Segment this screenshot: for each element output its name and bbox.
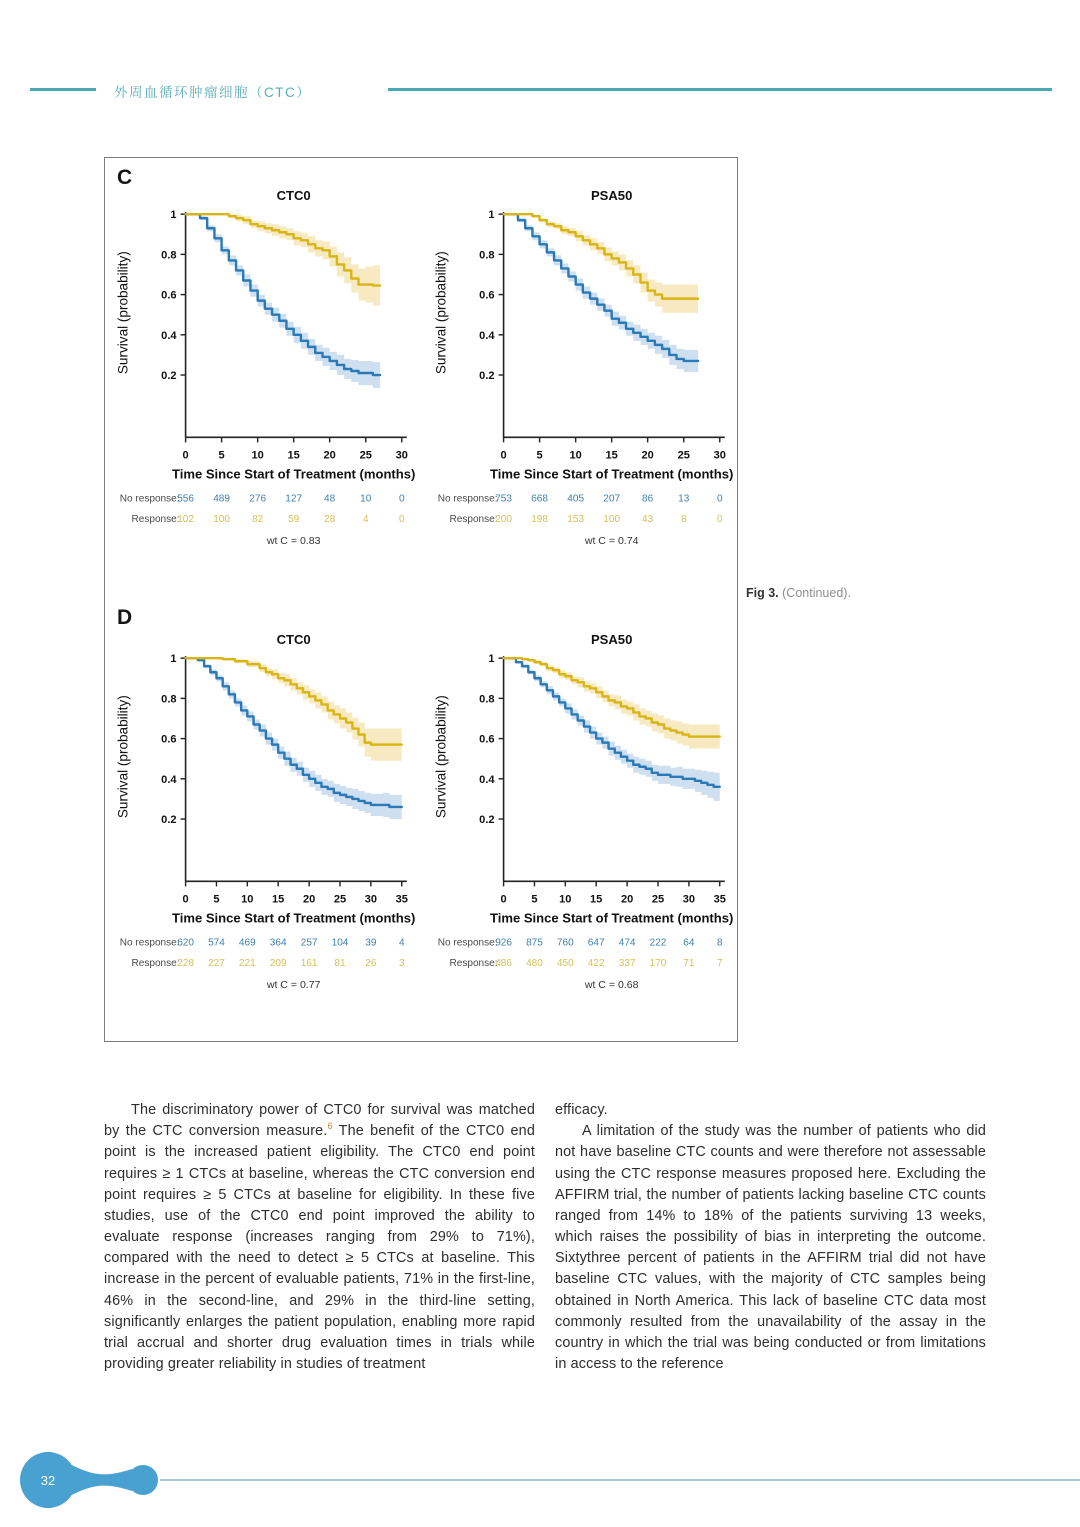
- risk-count: 486: [495, 957, 512, 969]
- y-axis-label: Survival (probability): [433, 251, 449, 375]
- risk-count: 100: [213, 513, 230, 525]
- paragraph-right-continuation: efficacy.: [555, 1102, 608, 1118]
- x-tick-label: 10: [569, 449, 582, 462]
- risk-count: 405: [567, 493, 585, 505]
- paragraph-left: [104, 1100, 535, 1375]
- risk-count: 7: [716, 957, 723, 969]
- x-tick-label: 35: [395, 893, 408, 906]
- x-tick-label: 30: [395, 449, 408, 462]
- risk-count: 28: [324, 513, 336, 525]
- risk-count: 64: [683, 937, 695, 949]
- y-tick-label: 1: [170, 209, 177, 222]
- risk-count: 422: [587, 957, 605, 969]
- concordance-stat: wt C = 0.77: [266, 978, 321, 991]
- figure-caption: [746, 586, 851, 600]
- y-tick-label: 0.2: [161, 814, 177, 827]
- panel-d-label: D: [117, 606, 133, 629]
- x-axis-label: Time Since Start of Treatment (months): [489, 910, 734, 926]
- x-tick-label: 0: [500, 449, 507, 462]
- km-chart-c-ctc0: [110, 184, 416, 558]
- y-tick-label: 0.8: [161, 693, 177, 706]
- x-tick-label: 15: [590, 893, 603, 906]
- y-tick-label: 0.2: [479, 370, 495, 383]
- risk-count: 102: [177, 513, 194, 525]
- risk-count: 0: [398, 493, 405, 505]
- x-tick-label: 5: [218, 449, 225, 462]
- badge-waist: [66, 1462, 132, 1498]
- risk-count: 3: [398, 957, 405, 969]
- y-tick-label: 1: [488, 653, 495, 666]
- y-tick-label: 0.6: [161, 733, 177, 746]
- risk-count: 574: [208, 937, 225, 949]
- x-tick-label: 20: [323, 449, 336, 462]
- chart-title: CTC0: [276, 632, 311, 648]
- risk-count: 104: [331, 937, 349, 949]
- risk-count: 161: [300, 957, 318, 969]
- concordance-stat: wt C = 0.74: [584, 534, 639, 547]
- y-tick-label: 0.4: [161, 773, 177, 786]
- y-tick-label: 0.8: [479, 249, 495, 262]
- risk-count: 13: [678, 493, 690, 505]
- risk-count: 926: [495, 937, 512, 949]
- x-tick-label: 10: [559, 893, 572, 906]
- x-tick-label: 25: [333, 893, 347, 906]
- risk-count: 4: [362, 513, 369, 525]
- x-axis-label: Time Since Start of Treatment (months): [489, 466, 734, 482]
- badge-small-circle: [128, 1465, 158, 1495]
- x-tick-label: 0: [500, 893, 507, 906]
- ci-band: [186, 658, 402, 763]
- km-chart-svg-d-psa50: [428, 628, 734, 1002]
- figure-caption-label: Fig 3.: [746, 586, 779, 600]
- x-axis-label: Time Since Start of Treatment (months): [171, 466, 416, 482]
- y-tick-label: 0.4: [479, 329, 495, 342]
- x-tick-label: 25: [359, 449, 372, 462]
- risk-count: 620: [177, 937, 194, 949]
- risk-count: 10: [360, 493, 372, 505]
- risk-row-label: Response:: [449, 957, 498, 969]
- risk-count: 71: [683, 957, 695, 969]
- header-rule-right: [388, 88, 1052, 91]
- body-column-right: [555, 1100, 986, 1375]
- x-tick-label: 35: [713, 893, 726, 906]
- footer-rule: [160, 1479, 1080, 1481]
- concordance-stat: wt C = 0.83: [266, 534, 321, 547]
- y-tick-label: 0.2: [161, 370, 177, 383]
- paragraph-left-text: The discriminatory power of CTC0 for survival was matched by the CTC conversion measure.: [104, 1102, 535, 1140]
- risk-count: 86: [642, 493, 654, 505]
- risk-count: 100: [603, 513, 621, 525]
- risk-count: 59: [288, 513, 300, 525]
- panel-d-charts-row: [110, 628, 734, 1002]
- series-no-response-line: [504, 658, 720, 787]
- chart-title: PSA50: [590, 632, 633, 648]
- risk-count: 0: [716, 513, 723, 525]
- risk-count: 127: [285, 493, 303, 505]
- risk-count: 81: [334, 957, 346, 969]
- risk-count: 364: [269, 937, 287, 949]
- risk-count: 257: [300, 937, 318, 949]
- risk-count: 647: [587, 937, 605, 949]
- risk-count: 170: [649, 957, 667, 969]
- x-tick-label: 15: [605, 449, 618, 462]
- risk-count: 760: [556, 937, 574, 949]
- risk-count: 875: [526, 937, 543, 949]
- km-chart-svg-c-psa50: [428, 184, 734, 558]
- risk-count: 200: [495, 513, 512, 525]
- x-tick-label: 15: [287, 449, 300, 462]
- risk-count: 337: [618, 957, 636, 969]
- risk-row-label: No response:: [437, 937, 498, 949]
- x-tick-label: 10: [241, 893, 254, 906]
- km-chart-d-ctc0: [110, 628, 416, 1002]
- risk-count: 668: [531, 493, 548, 505]
- x-tick-label: 30: [713, 449, 726, 462]
- y-tick-label: 0.8: [479, 693, 495, 706]
- x-tick-label: 20: [302, 893, 316, 906]
- risk-count: 48: [324, 493, 336, 505]
- ci-band: [186, 214, 381, 389]
- y-tick-label: 0.6: [161, 289, 177, 302]
- y-axis-label: Survival (probability): [115, 695, 131, 819]
- km-chart-d-psa50: [428, 628, 734, 1002]
- figure-box: [104, 157, 738, 1042]
- x-tick-label: 25: [651, 893, 665, 906]
- risk-count: 4: [398, 937, 405, 949]
- x-tick-label: 20: [641, 449, 654, 462]
- km-chart-c-psa50: [428, 184, 734, 558]
- km-chart-svg-c-ctc0: [110, 184, 416, 558]
- ci-band: [504, 658, 720, 749]
- risk-count: 221: [238, 957, 256, 969]
- risk-row-label: No response:: [437, 493, 498, 505]
- risk-row-label: No response:: [119, 493, 180, 505]
- y-tick-label: 0.8: [161, 249, 177, 262]
- panel-c-charts-row: [110, 184, 734, 558]
- chart-title: CTC0: [276, 188, 311, 204]
- panel-c-label: C: [117, 166, 133, 189]
- reference-superscript: 6: [327, 1121, 333, 1132]
- y-axis-label: Survival (probability): [115, 251, 131, 375]
- x-tick-label: 30: [682, 893, 696, 906]
- header-title: 外周血循环肿瘤细胞（CTC）: [114, 85, 312, 100]
- risk-count: 474: [618, 937, 636, 949]
- risk-row-label: Response:: [449, 513, 498, 525]
- risk-count: 450: [556, 957, 574, 969]
- risk-row-label: Response:: [131, 513, 180, 525]
- y-tick-label: 0.6: [479, 733, 495, 746]
- risk-count: 228: [177, 957, 194, 969]
- concordance-stat: wt C = 0.68: [584, 978, 639, 991]
- y-tick-label: 1: [488, 209, 495, 222]
- paragraph-right: A limitation of the study was the number of patients who did not have baseline CTC counts and were therefore not assessable using the CTC response measures proposed here. Excluding the AFFIRM trial, the number of patients lacking baseline CTC counts ranged from 14% to 18% of the patients surviving 13 weeks, which raises the possibility of bias in interpreting the outcome. Sixtythree percent of patients in the AFFIRM trial did not have baseline CTC values, with the majority of CTC samples being obtained in North America. This lack of baseline CTC data most commonly resulted from the unavailability of the assay in the country in which the trial was being conducted or from limitations in access to the reference: [555, 1123, 986, 1373]
- risk-count: 198: [531, 513, 548, 525]
- y-tick-label: 0.4: [161, 329, 177, 342]
- risk-count: 26: [365, 957, 377, 969]
- risk-count: 227: [208, 957, 225, 969]
- page-number-badge: [18, 1450, 178, 1510]
- x-tick-label: 0: [182, 449, 189, 462]
- risk-row-label: No response:: [119, 937, 180, 949]
- figure-caption-text: (Continued).: [778, 586, 851, 600]
- risk-count: 209: [269, 957, 287, 969]
- risk-count: 153: [567, 513, 585, 525]
- x-tick-label: 5: [536, 449, 543, 462]
- y-tick-label: 0.4: [479, 773, 495, 786]
- body-columns: [104, 1100, 986, 1375]
- risk-count: 480: [526, 957, 543, 969]
- risk-count: 8: [716, 937, 723, 949]
- risk-row-label: Response:: [131, 957, 180, 969]
- risk-count: 753: [495, 493, 512, 505]
- risk-count: 207: [603, 493, 621, 505]
- km-chart-svg-d-ctc0: [110, 628, 416, 1002]
- risk-count: 222: [649, 937, 667, 949]
- risk-count: 82: [252, 513, 264, 525]
- risk-count: 39: [365, 937, 377, 949]
- paragraph-left-text-cont: The benefit of the CTC0 end point is the increased patient eligibility. The CTC0 end point requires ≥ 1 CTCs at baseline, whereas the CTC conversion end point requires ≥ 5 CTCs at baseline for eligibility. In these five studies, use of the CTC0 end point improved the ability to evaluate response (increases ranging from 29% to 71%), compared with the need to detect ≥ 5 CTCs at baseline. This increase in the percent of evaluable patients, 71% in the first-line, 46% in the second-line, and 29% in the third-line setting, significantly enlarges the patient population, enabling more rapid trial accrual and shorter drug evaluation times in trials while providing greater reliability in studies of treatment: [104, 1123, 535, 1373]
- page-number: 32: [40, 1473, 56, 1488]
- risk-count: 0: [398, 513, 405, 525]
- risk-count: 276: [249, 493, 267, 505]
- chart-title: PSA50: [590, 188, 633, 204]
- risk-count: 43: [642, 513, 654, 525]
- x-axis-label: Time Since Start of Treatment (months): [171, 910, 416, 926]
- y-axis-label: Survival (probability): [433, 695, 449, 819]
- body-column-left: [104, 1100, 535, 1375]
- x-tick-label: 5: [213, 893, 220, 906]
- y-tick-label: 1: [170, 653, 177, 666]
- y-tick-label: 0.6: [479, 289, 495, 302]
- x-tick-label: 5: [531, 893, 538, 906]
- x-tick-label: 25: [677, 449, 690, 462]
- series-response-line: [186, 214, 381, 285]
- risk-count: 0: [716, 493, 723, 505]
- x-tick-label: 20: [620, 893, 634, 906]
- risk-count: 469: [238, 937, 256, 949]
- x-tick-label: 10: [251, 449, 264, 462]
- risk-count: 8: [680, 513, 687, 525]
- x-tick-label: 0: [182, 893, 189, 906]
- risk-count: 489: [213, 493, 230, 505]
- header-rule-left: [30, 88, 96, 91]
- x-tick-label: 15: [272, 893, 285, 906]
- x-tick-label: 30: [364, 893, 378, 906]
- y-tick-label: 0.2: [479, 814, 495, 827]
- risk-count: 556: [177, 493, 194, 505]
